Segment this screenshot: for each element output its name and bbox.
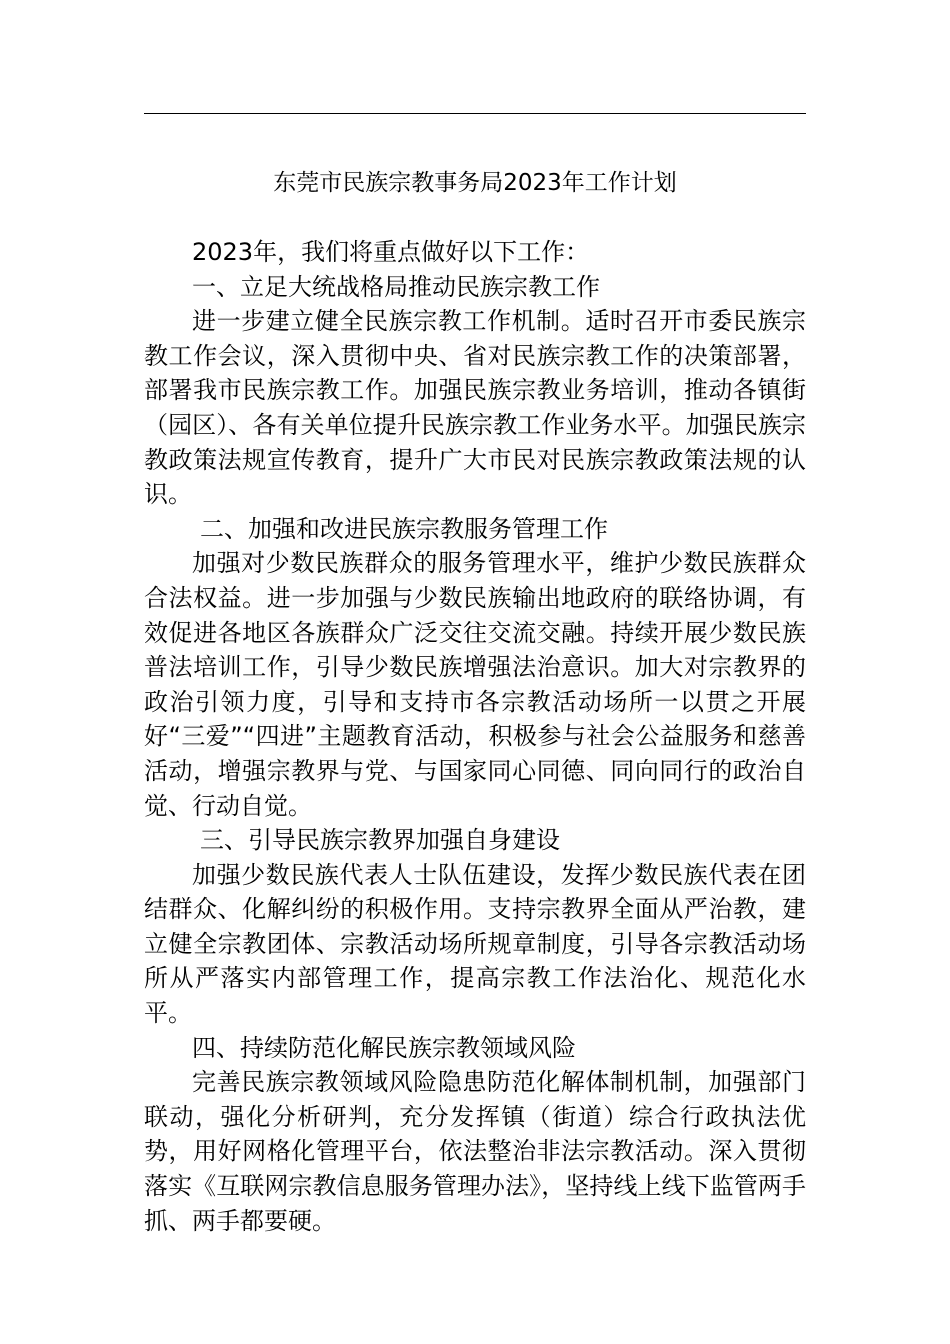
section-2-body: 加强对少数民族群众的服务管理水平，维护少数民族群众合法权益。进一步加强与少数民族输出地政府的联络协调，有效促进各地区各族群众广泛交往交流交融。持续开展少数民族普法培训工作，引导少数民族增强法治意识。加大对宗教界的政治引领力度，引导和支持市各宗教活动场所一以贯之开展好“三爱”“四进”主题教育活动，积极参与社会公益服务和慈善活动，增强宗教界与党、与国家同心同德、同向同行的政治自觉、行动自觉。 <box>144 549 806 820</box>
document-body <box>144 235 806 1238</box>
section-2-heading: 二、加强和改进民族宗教服务管理工作 <box>200 514 608 543</box>
section-1-body: 进一步建立健全民族宗教工作机制。适时召开市委民族宗教工作会议，深入贯彻中央、省对民族宗教工作的决策部署，部署我市民族宗教工作。加强民族宗教业务培训，推动各镇街（园区）、各有关单位提升民族宗教工作业务水平。加强民族宗教政策法规宣传教育，提升广大市民对民族宗教政策法规的认识。 <box>144 307 806 509</box>
section-3-heading: 三、引导民族宗教界加强自身建设 <box>200 826 560 855</box>
section-1-heading: 一、立足大统战格局推动民族宗教工作 <box>192 272 600 301</box>
section-4-heading: 四、持续防范化解民族宗教领域风险 <box>192 1033 576 1062</box>
intro-line: 2023年，我们将重点做好以下工作： <box>192 238 590 266</box>
document-title: 东莞市民族宗教事务局2023年工作计划 <box>273 170 677 196</box>
section-4-body: 完善民族宗教领域风险隐患防范化解体制机制，加强部门联动，强化分析研判，充分发挥镇（街道）综合行政执法优势，用好网格化管理平台，依法整治非法宗教活动。深入贯彻落实《互联网宗教信息服务管理办法》，坚持线上线下监管两手抓、两手都要硬。 <box>144 1068 806 1235</box>
section-3-body: 加强少数民族代表人士队伍建设，发挥少数民族代表在团结群众、化解纠纷的积极作用。支持宗教界全面从严治教，建立健全宗教团体、宗教活动场所规章制度，引导各宗教活动场所从严落实内部管理工作，提高宗教工作法治化、规范化水平。 <box>144 860 806 1028</box>
header-rule <box>144 113 806 114</box>
